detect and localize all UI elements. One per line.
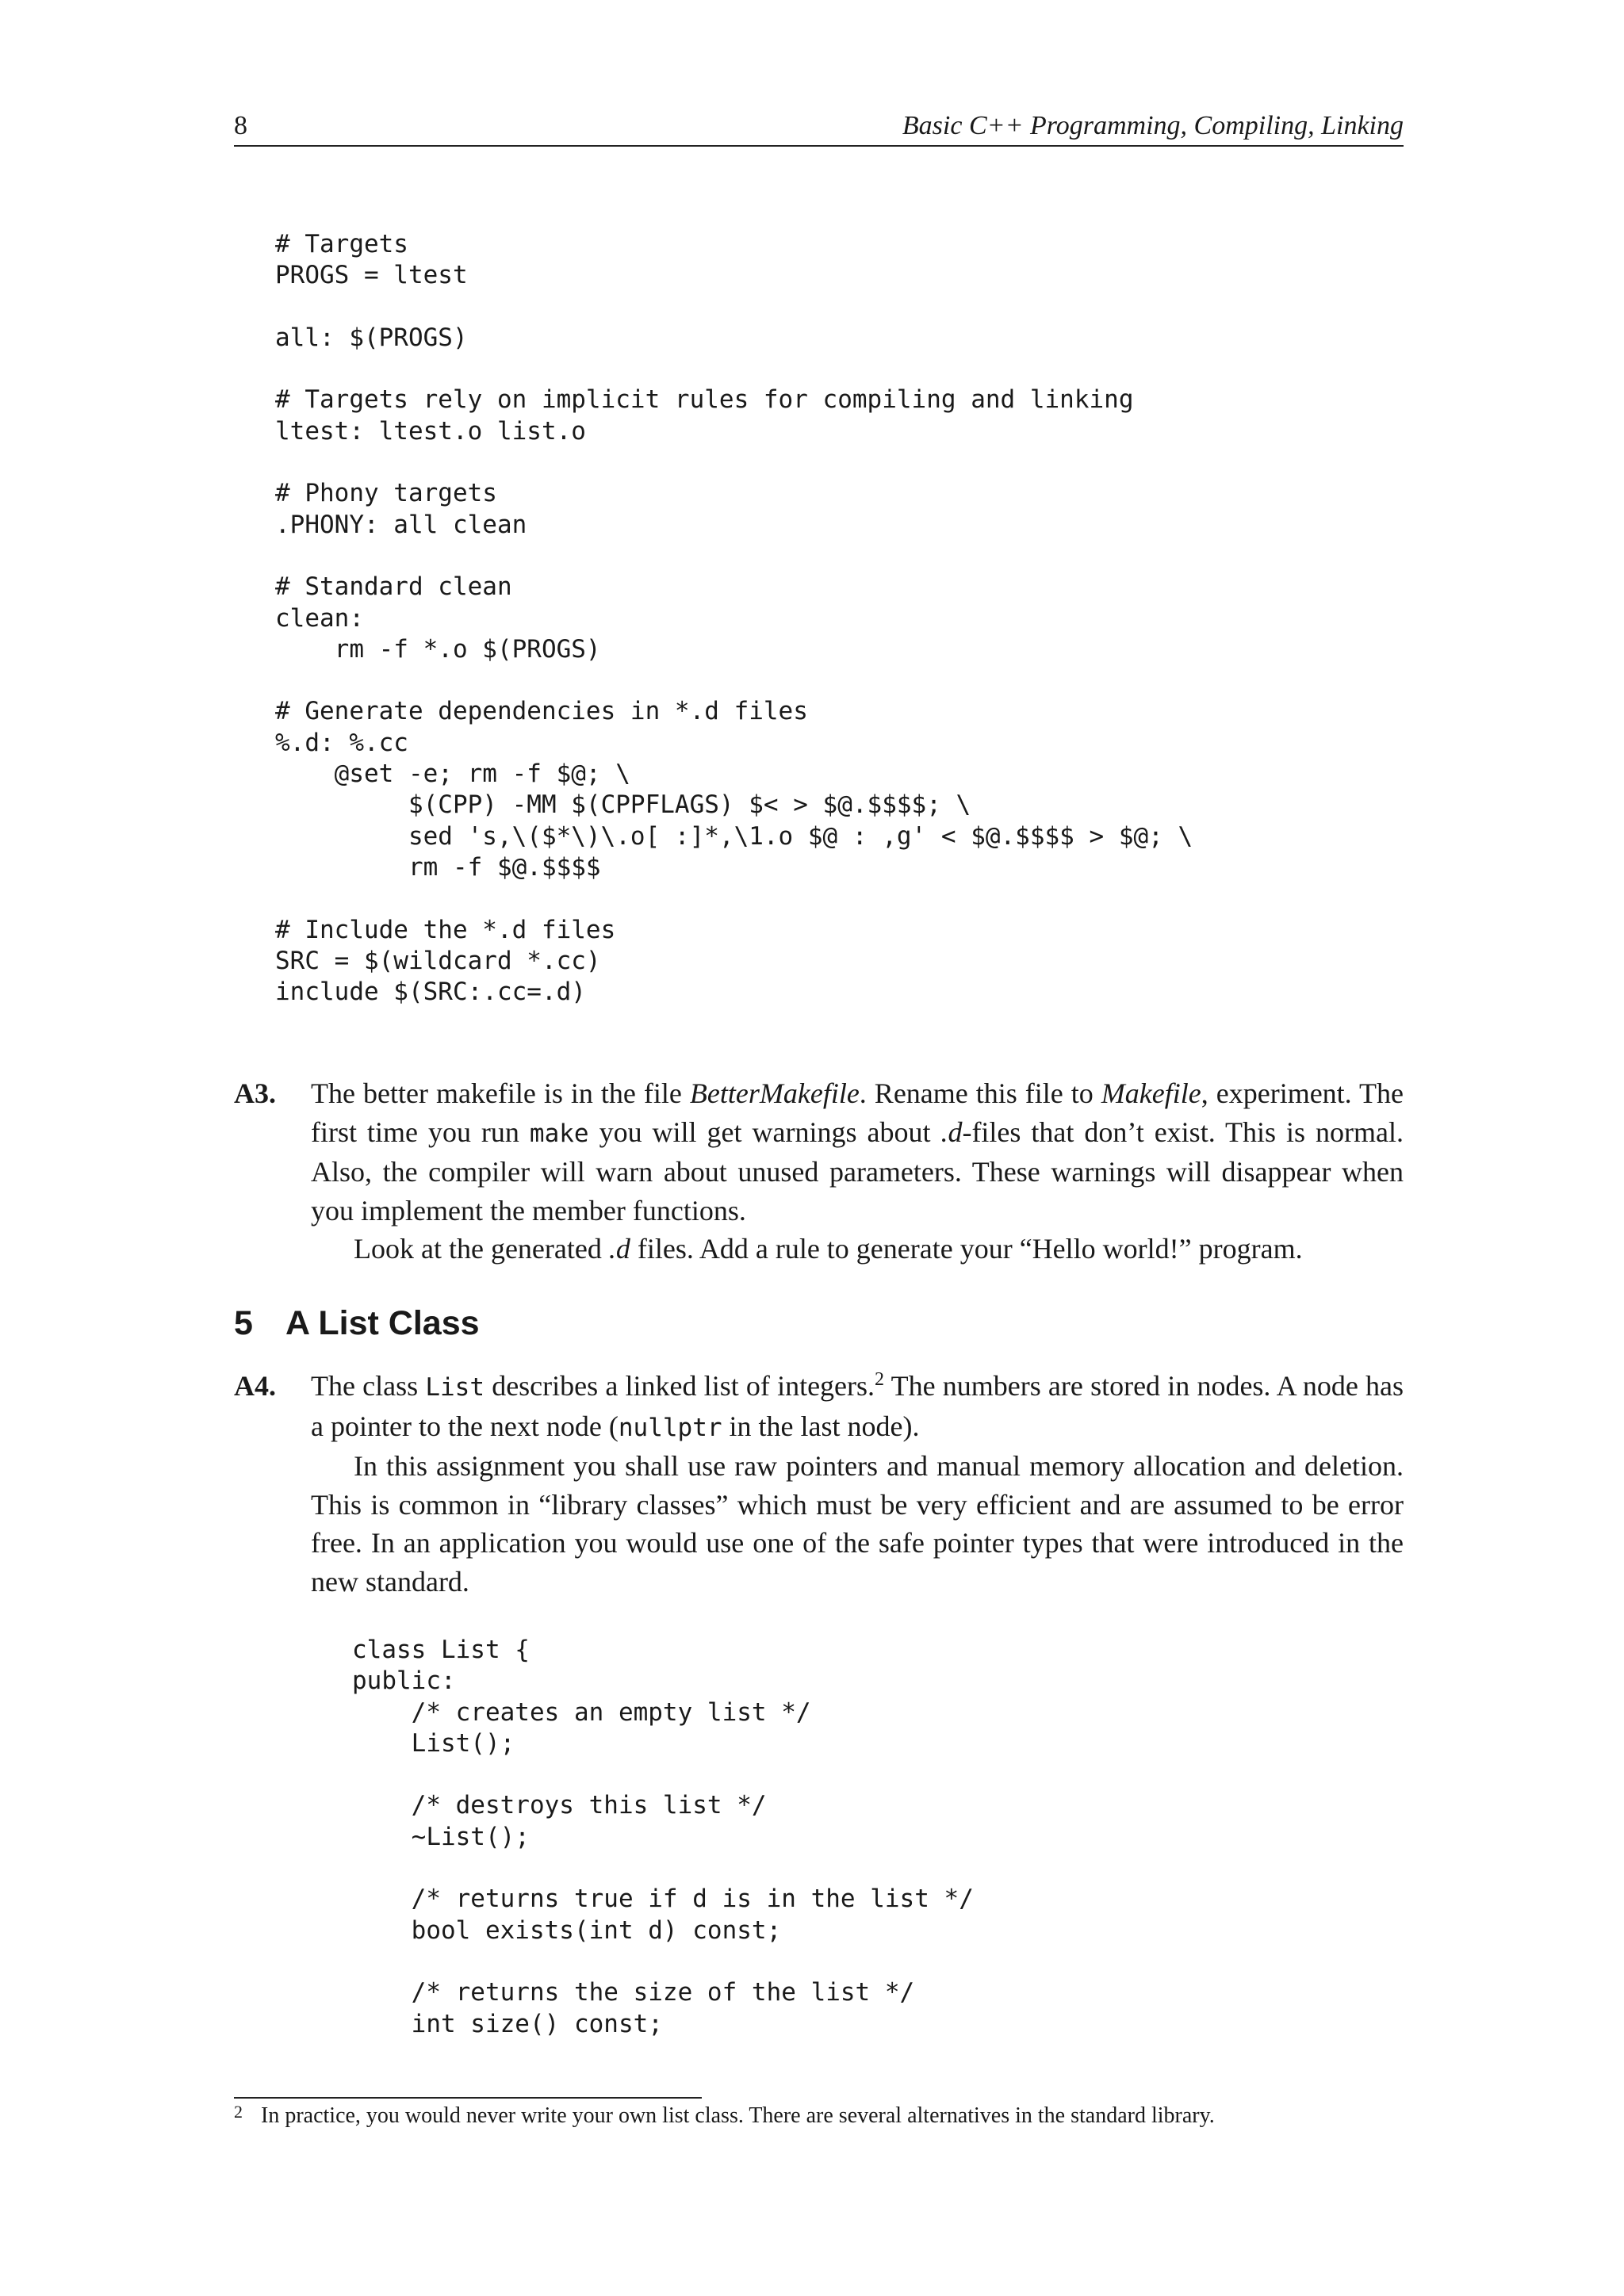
- filename-bettermakefile: BetterMakefile: [689, 1077, 860, 1109]
- a3-text: Look at the generated: [354, 1233, 609, 1265]
- footnote-mark: 2: [234, 2102, 243, 2122]
- section-heading: [234, 1304, 480, 1343]
- filename-makefile: Makefile: [1101, 1077, 1201, 1109]
- a3-text: . Rename this file to: [859, 1077, 1101, 1109]
- makefile-code-block: # Targets PROGS = ltest all: $(PROGS) # Targets rely on implicit rules for compiling and linking ltest: ltest.o list.o # Phony targets .PHONY: all clean # Standard clean clean: rm -f *.o $(PROGS) # Generate dependencies in *.d files %.d: %.cc @set -e; rm -f $@; \ $(CPP) -MM $(CPPFLAGS) $< > $@.$$$$; \ sed 's,\($*\)\.o[ :]*,\1.o $@ : ,g' < $@.$$$$ > $@; \ rm -f $@.$$$$ # Include the *.d files SRC = $(wildcard *.cc) include $(SRC:.cc=.d): [275, 230, 1193, 1007]
- a3-text: -files that don’t exist. This is normal. Also, the compiler will warn about unused parameters. These warnings will disappear when you implement the member functions.: [311, 1115, 1404, 1226]
- a3-text: files. Add a rule to generate your “Hello world!” program.: [630, 1233, 1303, 1265]
- footnote-reference: 2: [875, 1369, 885, 1390]
- a4-text: The numbers are stored in nodes. A node has a pointer to the next node (: [311, 1370, 1404, 1442]
- a4-text: describes a linked list of integers.: [485, 1370, 875, 1402]
- list-class-code-block: class List { public: /* creates an empty list */ List(); /* destroys this list */ ~List(); /* returns true if d is in the list */ bool exists(int d) const; /* returns the size of the list */ int size() const;: [352, 1636, 974, 2038]
- a4-paragraph-2: In this assignment you shall use raw pointers and manual memory allocation and deletion. This is common in “library classes” which must be very efficient and are assumed to be error free. In an application you would use one of the safe pointer types that were introduced in the new standard.: [311, 1450, 1404, 1598]
- page-number: 8: [234, 111, 247, 140]
- a3-text: , experiment. The first time you run: [311, 1077, 1404, 1148]
- a4-paragraph-1: [311, 1367, 1404, 1447]
- class-name-list: List: [425, 1373, 485, 1402]
- running-title: Basic C++ Programming, Compiling, Linking: [902, 111, 1404, 140]
- a3-paragraph-2: [311, 1230, 1404, 1269]
- assignment-label-a4: A4.: [234, 1370, 276, 1402]
- extension-d: .d: [608, 1233, 630, 1265]
- extension-d: .d: [940, 1115, 963, 1148]
- command-make: make: [529, 1119, 589, 1148]
- page-header: [234, 109, 1404, 147]
- footnote: [234, 2103, 1215, 2129]
- section-number: 5: [234, 1304, 253, 1342]
- a3-text: you will get warnings about: [588, 1115, 941, 1148]
- section-title: A List Class: [285, 1304, 480, 1342]
- a3-paragraph-1: [311, 1074, 1404, 1230]
- a3-text: The better makefile is in the file: [311, 1077, 690, 1109]
- a4-text: The class: [311, 1370, 426, 1402]
- keyword-nullptr: nullptr: [618, 1413, 722, 1442]
- footnote-divider: [234, 2097, 702, 2099]
- assignment-label-a3: A3.: [234, 1077, 276, 1109]
- assignment-a3-text: [311, 1074, 1404, 1269]
- footnote-text: In practice, you would never write your own list class. There are several alternatives in the standard library.: [261, 2103, 1215, 2128]
- a4-text: in the last node).: [722, 1410, 920, 1442]
- assignment-a4-text: [311, 1367, 1404, 1601]
